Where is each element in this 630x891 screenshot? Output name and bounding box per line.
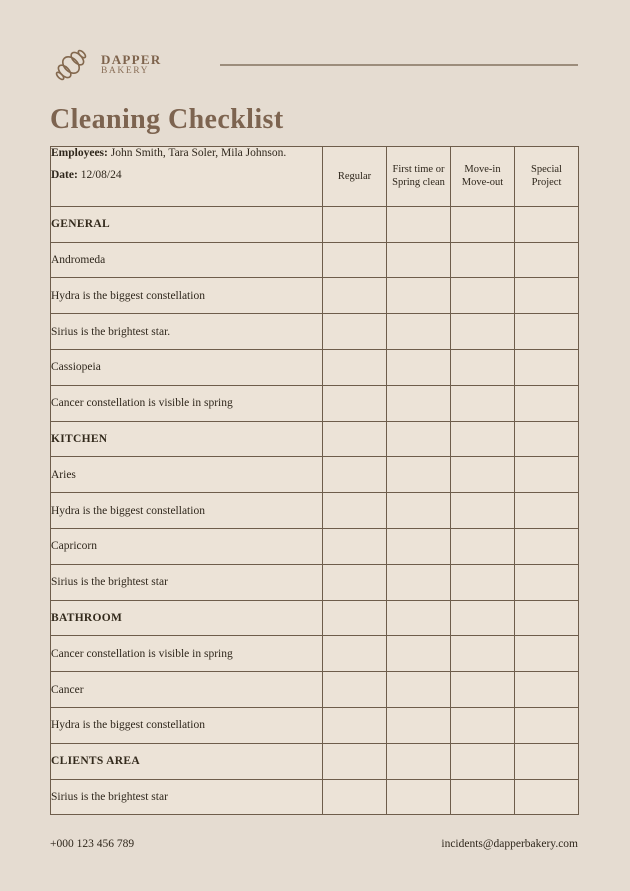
check-cell-move-in-move-out [451,242,515,278]
task-label: Sirius is the brightest star. [51,314,323,350]
task-label: Hydra is the biggest constellation [51,707,323,743]
section-band-cell [323,743,387,779]
check-cell-regular [323,636,387,672]
section-label: BATHROOM [51,600,323,636]
check-cell-regular [323,349,387,385]
section-band-cell [387,206,451,242]
task-row [51,672,579,708]
section-row-bathroom [51,600,579,636]
check-cell-first-time-or-spring-clean [387,564,451,600]
column-header-special-project: Special Project [515,146,579,206]
task-row [51,528,579,564]
task-row [51,349,579,385]
check-cell-move-in-move-out [451,528,515,564]
section-row-clients-area [51,743,579,779]
task-row [51,707,579,743]
check-cell-move-in-move-out [451,385,515,421]
check-cell-first-time-or-spring-clean [387,242,451,278]
check-cell-move-in-move-out [451,707,515,743]
check-cell-regular [323,528,387,564]
check-cell-special-project [515,528,579,564]
section-label: GENERAL [51,206,323,242]
check-cell-first-time-or-spring-clean [387,779,451,815]
task-row [51,564,579,600]
check-cell-move-in-move-out [451,779,515,815]
task-label: Cancer constellation is visible in spring [51,385,323,421]
check-cell-first-time-or-spring-clean [387,672,451,708]
check-cell-move-in-move-out [451,278,515,314]
check-cell-regular [323,278,387,314]
check-cell-regular [323,707,387,743]
check-cell-special-project [515,314,579,350]
croissant-icon [50,46,92,84]
task-row [51,636,579,672]
check-cell-regular [323,314,387,350]
check-cell-first-time-or-spring-clean [387,385,451,421]
task-row [51,278,579,314]
task-label: Andromeda [51,242,323,278]
employees-value: John Smith, Tara Soler, Mila Johnson. [110,146,287,159]
check-cell-regular [323,672,387,708]
task-label: Sirius is the brightest star [51,564,323,600]
task-label: Cancer constellation is visible in spring [51,636,323,672]
section-band-cell [451,206,515,242]
date-value: 12/08/24 [80,168,122,181]
section-label: KITCHEN [51,421,323,457]
section-band-cell [515,600,579,636]
check-cell-special-project [515,385,579,421]
check-cell-regular [323,385,387,421]
task-row [51,242,579,278]
task-label: Capricorn [51,528,323,564]
section-band-cell [451,421,515,457]
date-label: Date: [51,168,78,181]
task-label: Sirius is the brightest star [51,779,323,815]
section-band-cell [451,743,515,779]
check-cell-special-project [515,636,579,672]
section-band-cell [515,743,579,779]
brand-header [50,46,578,84]
check-cell-special-project [515,278,579,314]
check-cell-special-project [515,564,579,600]
task-label: Hydra is the biggest constellation [51,493,323,529]
section-band-cell [387,743,451,779]
check-cell-first-time-or-spring-clean [387,349,451,385]
task-label: Cassiopeia [51,349,323,385]
check-cell-first-time-or-spring-clean [387,528,451,564]
check-cell-special-project [515,672,579,708]
check-cell-first-time-or-spring-clean [387,457,451,493]
check-cell-first-time-or-spring-clean [387,707,451,743]
check-cell-regular [323,242,387,278]
meta-info [51,146,323,206]
column-header-move-in-move-out: Move-in Move-out [451,146,515,206]
check-cell-regular [323,779,387,815]
check-cell-move-in-move-out [451,457,515,493]
check-cell-special-project [515,242,579,278]
check-cell-regular [323,457,387,493]
section-row-general [51,206,579,242]
check-cell-move-in-move-out [451,672,515,708]
section-label: CLIENTS AREA [51,743,323,779]
section-band-cell [515,421,579,457]
check-cell-regular [323,493,387,529]
task-label: Hydra is the biggest constellation [51,278,323,314]
task-label: Cancer [51,672,323,708]
section-band-cell [323,206,387,242]
date-line [51,169,322,181]
section-band-cell [387,600,451,636]
check-cell-first-time-or-spring-clean [387,314,451,350]
check-cell-regular [323,564,387,600]
column-header-regular: Regular [323,146,387,206]
task-row [51,457,579,493]
task-label: Aries [51,457,323,493]
task-row [51,493,579,529]
brand-logo [50,46,162,84]
brand-subtitle: BAKERY [101,66,150,77]
column-header-first-time-or-spring-clean: First time or Spring clean [387,146,451,206]
check-cell-special-project [515,457,579,493]
table-header-row [51,146,579,206]
check-cell-special-project [515,707,579,743]
brand-text [101,53,162,78]
check-cell-special-project [515,349,579,385]
task-row [51,314,579,350]
page-footer [50,838,578,850]
task-row [51,385,579,421]
footer-email: incidents@dapperbakery.com [441,838,578,851]
section-band-cell [451,600,515,636]
task-row [51,779,579,815]
cleaning-checklist-table [50,146,579,816]
check-cell-move-in-move-out [451,564,515,600]
check-cell-special-project [515,779,579,815]
section-band-cell [323,421,387,457]
check-cell-move-in-move-out [451,314,515,350]
check-cell-first-time-or-spring-clean [387,278,451,314]
employees-line [51,147,322,159]
footer-phone: +000 123 456 789 [50,838,135,851]
page-title: Cleaning Checklist [50,104,284,135]
section-band-cell [515,206,579,242]
check-cell-first-time-or-spring-clean [387,636,451,672]
check-cell-move-in-move-out [451,493,515,529]
brand-name: DAPPER [101,51,162,67]
check-cell-first-time-or-spring-clean [387,493,451,529]
section-band-cell [323,600,387,636]
check-cell-special-project [515,493,579,529]
check-cell-move-in-move-out [451,349,515,385]
check-cell-move-in-move-out [451,636,515,672]
section-band-cell [387,421,451,457]
header-divider-line [220,64,578,66]
employees-label: Employees: [51,146,108,159]
section-row-kitchen [51,421,579,457]
